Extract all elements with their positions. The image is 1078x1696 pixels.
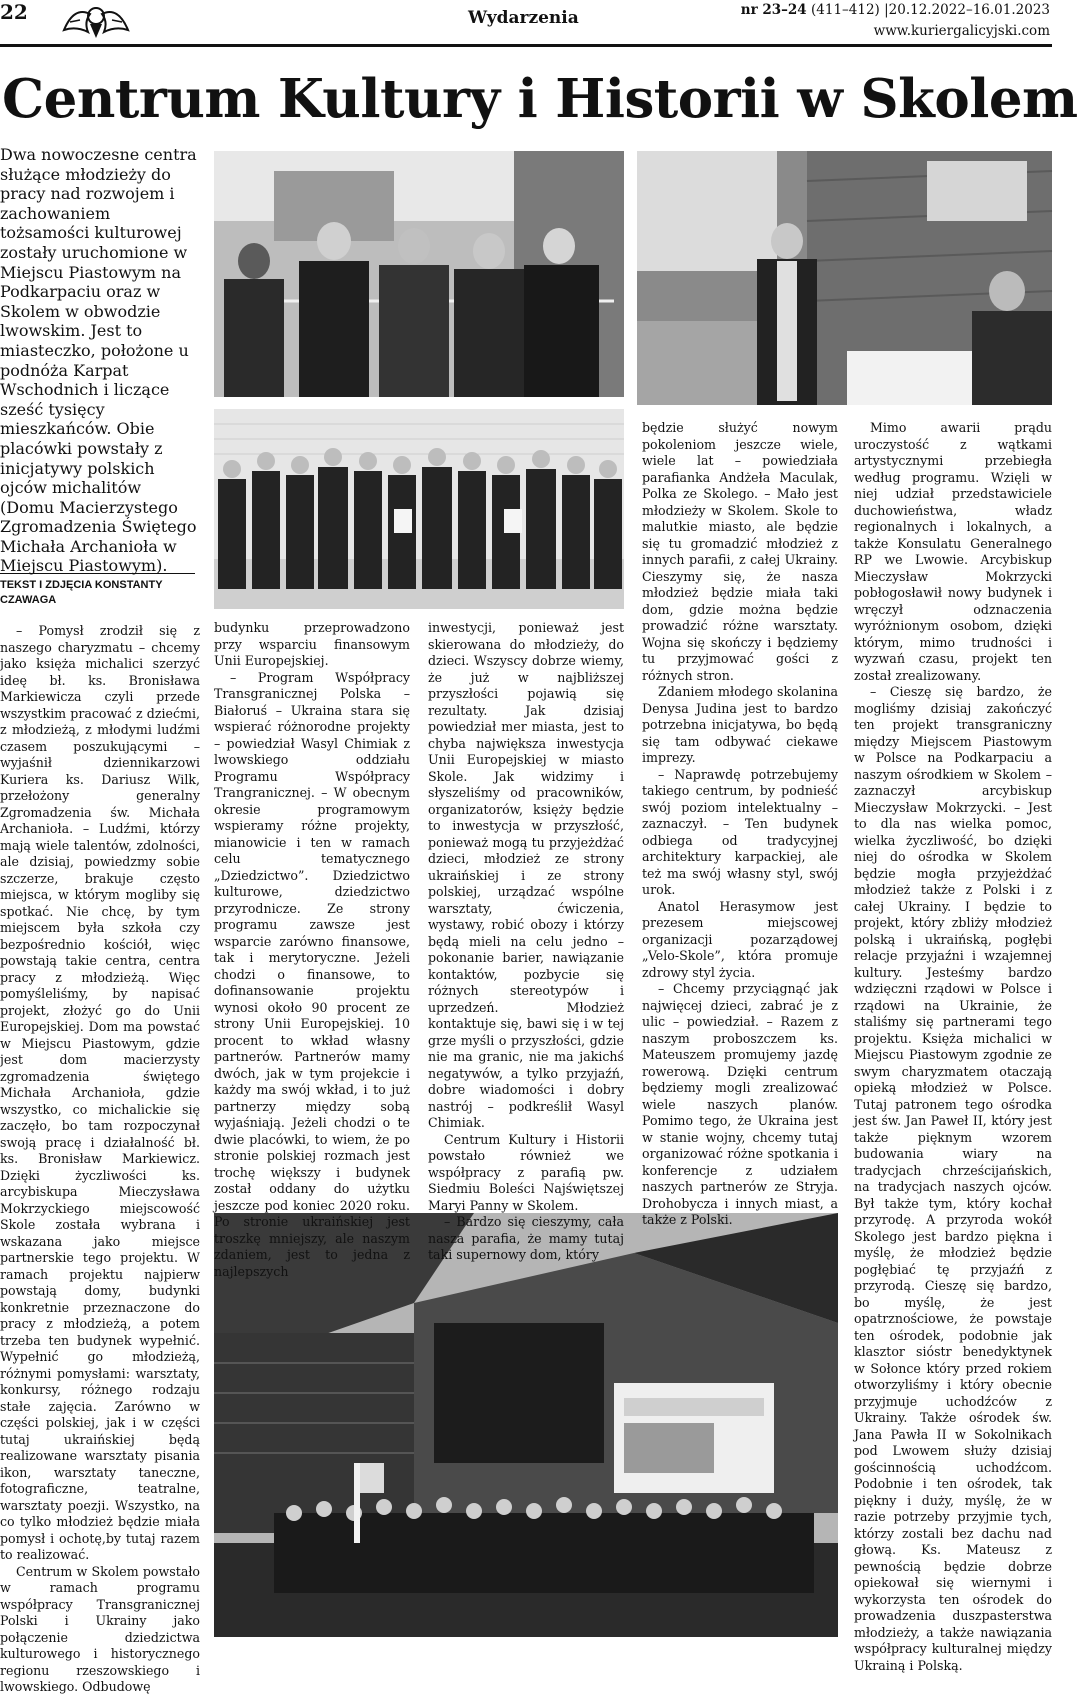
paragraph: Centrum w Skolem powstało w ramach programu współpracy Transgranicznej Polski i Ukrainy jako połączenie dziedzictwa kulturowego i historycznego regionu rzeszowskiego i lwowskiego. Odbudowę <box>0 1563 200 1694</box>
paragraph: budynku przeprowadzono przy wsparciu finansowym Unii Europejskiej. <box>214 620 410 668</box>
masthead-logo-icon <box>54 0 138 42</box>
website-url: www.kuriergalicyjski.com <box>873 23 1050 39</box>
paragraph: Zdaniem młodego skolanina Denysa Judina jest to bardzo potrzebna inicjatywa, bo będą się tam odbywać ciekawe imprezy. <box>642 684 838 765</box>
paragraph: Mimo awarii prądu uroczystość z wątkami artystycznymi przebiegła według programu. Wzięli w niej udział przedstawiciele duchowieństwa, władz regionalnych i lokalnych, a także Konsulatu Generalnego RP we Lwowie. Arcybiskup Mieczysław Mokrzycki pobłogosławił nowy budynek i wręczył odznaczenia wyróżnionym osobom, dzięki którym, mimo trudności i wyzwań czasu, projekt ten został zrealizowany. <box>854 420 1052 683</box>
issue-dates: (411–412) |20.12.2022–16.01.2023 <box>806 2 1050 18</box>
lead-text: Dwa nowoczesne centra służące młodzieży do pracy nad rozwojem i zachowaniem tożsamości kulturowej zostały uruchomione w Miejscu Piastowym na Podkarpaciu oraz w Skolem w obwodzie lwowskim. Jest to miasteczko, położone u podnóża Karpat Wschodnich i liczące sześć tysięcy mieszkańców. Obie placówki powstały z inicjatywy polskich ojców michalitów (Domu Macierzystego Zgromadzenia Świętego Michała Archanioła w Miejscu Piastowym). <box>0 145 197 576</box>
photo-group-award <box>214 409 624 609</box>
paragraph: – Chcemy przyciągnąć jak najwięcej dzieci, zabrać je z ulic – powiedział. – Razem z naszym proboszczem ks. Mateuszem promujemy jazdę rowerową. Dzięki centrum będziemy mogli zrealizować wiele naszych planów. Pomimo tego, że Ukraina jest w stanie wojny, chcemy tutaj organizować różne spotkania i konferencje z udziałem naszych partnerów ze Stryja. Drohobycza i innych miast, a także z Polski. <box>642 981 838 1227</box>
page-number: 22 <box>0 0 28 24</box>
paragraph: inwestycji, ponieważ jest skierowana do młodzieży, do dzieci. Wszyscy dobrze wiemy, że już w najbliższej przyszłości pojawią się rezultaty. Jak dzisiaj powiedział mer miasta, jest to chyba największa inwestycja Unii Europejskiej w miasto Skole. Jak widzimy i słyszeliśmy od pracowników, organizatorów, księży będzie to inwestycja w przyszłość, ponieważ mogą tu przyjeżdżać dzieci, młodzież ze strony ukraińskiej i ze strony polskiej, urządzać wspólne warsztaty, ćwiczenia, wystawy, robić obozy i którzy będą mieli na celu jedno – pokonanie barier, nawiązanie kontaktów, pozbycie się różnych stereotypów i uprzedzeń. Młodzież kontaktuje się, bawi się i w tej grze myśli o przyszłości, gdzie nie ma granic, nie ma jakichś negatywów, a tylko przyjaźń, dobre wiadomości i dobry nastrój – podkreślił Wasyl Chimiak. <box>428 620 624 1130</box>
paragraph: Centrum Kultury i Historii powstało również we współpracy z parafią pw. Siedmiu Boleści Najświętszej Maryi Panny w Skolem. <box>428 1131 624 1213</box>
issue-info <box>741 0 1050 42</box>
paragraph: – Program Współpracy Transgranicznej Polska – Białoruś – Ukraina stara się wspierać różnorodne projekty – powiedział Wasyl Chimiak z lwowskiego oddziału Programu Współpracy Trangranicznej. – W obecnym okresie programowym wspieramy różne projekty, mianowicie i ten w ramach celu tematycznego „Dziedzictwo”. Dziedzictwo kulturowe, dziedzictwo przyrodnicze. Ze strony programu zawsze jest wsparcie zarówno finansowe, tak i merytoryczne. Jeżeli chodzi o finansowe, to dofinansowanie projektu wynosi około 90 procent ze strony Unii Europejskiej. 10 procent to wkład własny partnerów. Partnerów mamy dwóch, jak w tym projekcie i każdy ma swój wkład, i to już partnerzy między sobą wyjaśniają. Jeżeli chodzi o te dwie placówki, to wiem, że po stronie polskiej rozmach jest trochę większy i budynek został oddany do użytku jeszcze pod koniec 2020 roku. Po stronie ukraińskiej jest troszkę mniejszy, ale naszym zdaniem, jest to jedna z najlepszych <box>214 669 410 1279</box>
paragraph: – Cieszę się bardzo, że mogliśmy dzisiaj zakończyć ten projekt transgraniczny między Miejscem Piastowym w Polsce na Podkarpaciu a naszym ośrodkiem w Skolem – zaznaczył arcybiskup Mieczysław Mokrzycki. – Jest to dla nas wielka pomoc, wielka życzliwość, bo dzięki niej do ośrodka w Skolem będzie mogła przyjeżdżać młodzież także z Polski i z całej Ukrainy. I będzie to projekt, który zbliży młodzież polską i ukraińską, pogłębi relacje przyjaźni i wzajemnej kultury. Jesteśmy bardzo wdzięczni rządowi w Polsce i rządowi na Ukrainie, że staliśmy się partnerami tego projektu. Księża michalici w Miejscu Piastowym zgodnie ze swym charyzmatem otaczają opieką młodzież w Polsce. Tutaj patronem tego ośrodka jest św. Jan Paweł II, który jest także pięknym wzorem budowania wiary na tradycjach chrześcijańskich, na tradycjach naszych ojców. Był także tym, który kochał przyrodę. A przyroda wokół Skolego jest bardzo piękna i myślę, że młodzież będzie pogłębiać tę przyjaźń z przyrodą. Cieszę się bardzo, bo myślę, że jest opatrznościowe, że powstaje ten ośrodek, podobnie jak klasztor sióstr benedyktynek w Sołonce który przed rokiem otworzyliśmy i który obecnie przyjmuje uchodźców z Ukrainy. Także ośrodek św. Jana Pawła II w Sokolnikach pod Lwowem służy dzisiaj gościnnością uchodźcom. Podobnie i ten ośrodek, tak piękny i duży, myślę, że w razie potrzeby przyjmie tych, którzy zostali bez dachu nad głową. Ks. Mateusz z pewnością będzie dobrze opiekował się wiernymi i wykorzysta ten ośrodek do prowadzenia duszpasterstwa młodzieży, a także nawiązania współpracy kulturalnej między Ukrainą i Polską. <box>854 684 1052 1673</box>
photo-ribbon-cutting <box>214 151 624 397</box>
paragraph: – Naprawdę potrzebujemy takiego centrum, by podnieść swój poziom intelektualny – zaznaczył. – Ten budynek odbiega od tradycyjnej architektury karpackiej, ale też ma swój własny styl, swój urok. <box>642 766 838 897</box>
article-title: Centrum Kultury i Historii w Skolem <box>2 68 1078 130</box>
text-column-1 <box>0 623 200 1694</box>
text-column-5 <box>854 420 1052 1673</box>
text-column-3 <box>428 620 624 1262</box>
byline: TEKST I ZDJĘCIA KONSTANTY CZAWAGA <box>0 573 195 608</box>
paragraph: – Bardzo się cieszymy, cała nasza parafia, że mamy tutaj taki supernowy dom, który <box>428 1214 624 1262</box>
paragraph: Anatol Herasymow jest prezesem miejscowej organizacji pozarządowej „Velo-Skole”, która promuje zdrowy styl życia. <box>642 898 838 980</box>
text-column-4 <box>642 420 838 1227</box>
paragraph: – Pomysł zrodził się z naszego charyzmatu – chcemy jako księża michalici szerzyć ideę bł. ks. Bronisława Markiewicza czyli przede wszystkim pracować z dziećmi, z młodzieżą, z młodymi ludźmi czasem poszukującymi – wyjaśnił dziennikarzowi Kuriera ks. Dariusz Wilk, przełożony generalny Zgromadzenia św. Michała Archanioła. – Ludźmi, którzy mają wiele talentów, zdolności, ale dzisiaj, powiedzmy sobie szczerze, brakuje często miejsca, w którym mogliby się spotkać. Nie chcę, by tym miejscem była szkoła czy bezpośrednio kościół, więc powstają takie centra, centra pracy z młodzieżą. Więc pomyśleliśmy, by napisać projekt, złożyć go do Unii Europejskiej. Dom ma powstać w Miejscu Piastowym, gdzie jest dom macierzysty zgromadzenia świętego Michała Archanioła, gdzie wszystko, co michalickie się zaczęło, bo tam rozpoczynał swoją pracę i działalność bł. ks. Bronisław Markiewicz. Dzięki życzliwości ks. arcybiskupa Mieczysława Mokrzyckiego miejscowość Skole została wybrana i wskazana jako miejsce partnerskie tego projektu. W ramach projektu najpierw powstają domy, budynki konkretnie przeznaczone do pracy z młodzieżą, a potem trzeba ten budynek wypełnić. Wypełnić go młodzieżą, różnymi pomysłami: warsztaty, konkursy, różnego rodzaju stałe zajęcia. Zarówno w części polskiej, jak i w części tutaj ukraińskiej będą realizowane warsztaty pisania ikon, warsztaty taneczne, fotograficzne, teatralne, warsztaty poezji. Wszystko, na co tylko młodzież będzie miała pomysł i ochotę,by tutaj razem to realizować. <box>0 623 200 1562</box>
photo-blessing-ceremony <box>637 151 1052 405</box>
issue-number: nr 23–24 <box>740 2 807 18</box>
paragraph: będzie służyć nowym pokoleniom jeszcze wiele, wiele lat – powiedziała parafianka Andżeła Maculak, Polka ze Skolego. – Mało jest młodzieży w Skolem. Skole to malutkie miasto, ale będzie się tu gromadzić młodzież z innych parafii, z całej Ukrainy. Cieszymy się, że nasza młodzież będzie miała taki dom, gdzie można będzie prowadzić różne warsztaty. Wojna się skończy i będziemy tu przyjmować gości z różnych stron. <box>642 420 838 683</box>
section-name: Wydarzenia <box>468 8 579 28</box>
article-lead <box>0 145 200 576</box>
header-rule <box>0 44 1052 47</box>
text-column-2 <box>214 620 410 1279</box>
